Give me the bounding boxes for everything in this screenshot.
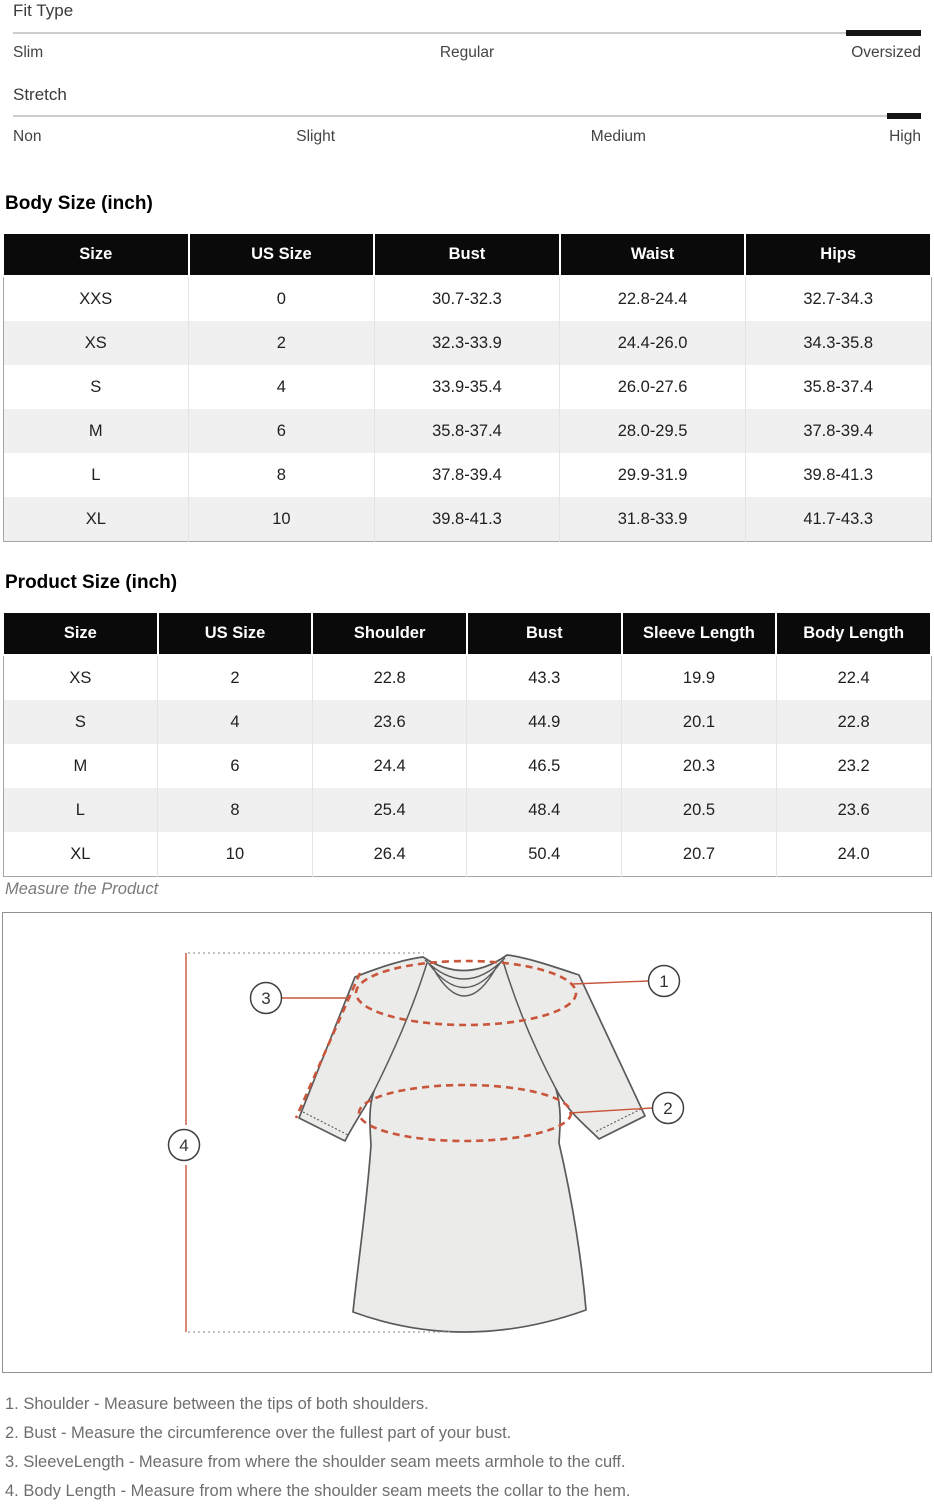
stretch-option-medium: Medium xyxy=(590,128,646,145)
product-size-title: Product Size (inch) xyxy=(5,572,178,593)
product-size-table-body xyxy=(3,655,931,877)
table-cell: 23.6 xyxy=(312,700,467,744)
table-row xyxy=(3,409,931,453)
table-cell: 6 xyxy=(158,744,313,788)
column-header: Body Length xyxy=(776,612,931,655)
callout-3-number: 3 xyxy=(261,989,271,1008)
fit-type-slider-track xyxy=(13,32,921,34)
body-size-title: Body Size (inch) xyxy=(5,193,153,214)
table-row xyxy=(3,276,931,321)
table-cell: 29.9-31.9 xyxy=(560,453,746,497)
body-size-table-head xyxy=(3,233,931,276)
fit-type-label: Fit Type xyxy=(13,1,74,20)
table-cell: 26.4 xyxy=(312,832,467,877)
column-header: Bust xyxy=(467,612,622,655)
column-header: US Size xyxy=(158,612,313,655)
table-cell: 24.4 xyxy=(312,744,467,788)
table-cell: 48.4 xyxy=(467,788,622,832)
callout-2 xyxy=(653,1093,684,1124)
table-cell: XL xyxy=(3,497,189,542)
callout-4 xyxy=(169,1130,200,1161)
callout-1-connector xyxy=(573,981,648,984)
table-cell: 8 xyxy=(158,788,313,832)
header-row xyxy=(3,233,931,276)
table-cell: S xyxy=(3,700,158,744)
fit-option-regular: Regular xyxy=(439,44,495,61)
table-cell: 24.4-26.0 xyxy=(560,321,746,365)
table-cell: 44.9 xyxy=(467,700,622,744)
table-cell: 46.5 xyxy=(467,744,622,788)
table-cell: 4 xyxy=(189,365,375,409)
table-cell: XS xyxy=(3,321,189,365)
table-cell: XL xyxy=(3,832,158,877)
table-cell: S xyxy=(3,365,189,409)
column-header: Size xyxy=(3,233,189,276)
table-cell: 8 xyxy=(189,453,375,497)
stretch-slider-track xyxy=(13,115,921,117)
measure-caption: Measure the Product xyxy=(5,880,159,898)
table-cell: 37.8-39.4 xyxy=(745,409,931,453)
table-row xyxy=(3,497,931,542)
table-cell: 22.8 xyxy=(312,655,467,700)
table-cell: XS xyxy=(3,655,158,700)
table-cell: 35.8-37.4 xyxy=(745,365,931,409)
column-header: Size xyxy=(3,612,158,655)
table-cell: 50.4 xyxy=(467,832,622,877)
column-header: Sleeve Length xyxy=(622,612,777,655)
table-cell: 22.4 xyxy=(776,655,931,700)
callout-1 xyxy=(649,966,680,997)
table-cell: 39.8-41.3 xyxy=(374,497,560,542)
column-header: Hips xyxy=(745,233,931,276)
column-header: Bust xyxy=(374,233,560,276)
stretch-options xyxy=(13,128,921,146)
callout-2-number: 2 xyxy=(663,1099,673,1118)
body-size-table xyxy=(2,232,932,542)
table-cell: 22.8 xyxy=(776,700,931,744)
column-header: US Size xyxy=(189,233,375,276)
table-row xyxy=(3,365,931,409)
fit-type-slider-value xyxy=(846,30,921,36)
table-cell: L xyxy=(3,788,158,832)
table-row xyxy=(3,453,931,497)
table-row xyxy=(3,321,931,365)
tshirt-measure-illustration xyxy=(3,913,931,1371)
table-row xyxy=(3,655,931,700)
table-cell: 20.5 xyxy=(622,788,777,832)
callout-1-number: 1 xyxy=(659,972,669,991)
note-bust: 2. Bust - Measure the circumference over the fullest part of your bust. xyxy=(5,1424,512,1442)
table-row xyxy=(3,832,931,877)
table-cell: 39.8-41.3 xyxy=(745,453,931,497)
column-header: Waist xyxy=(560,233,746,276)
table-cell: 41.7-43.3 xyxy=(745,497,931,542)
note-body-length: 4. Body Length - Measure from where the shoulder seam meets the collar to the hem. xyxy=(5,1482,631,1500)
table-row xyxy=(3,788,931,832)
note-sleeve-length: 3. SleeveLength - Measure from where the shoulder seam meets armhole to the cuff. xyxy=(5,1453,626,1471)
table-row xyxy=(3,700,931,744)
table-cell: 33.9-35.4 xyxy=(374,365,560,409)
table-cell: 20.7 xyxy=(622,832,777,877)
column-header: Shoulder xyxy=(312,612,467,655)
table-cell: 30.7-32.3 xyxy=(374,276,560,321)
table-cell: L xyxy=(3,453,189,497)
table-cell: 2 xyxy=(158,655,313,700)
stretch-option-high: High xyxy=(889,128,921,145)
header-row xyxy=(3,612,931,655)
fit-option-oversized: Oversized xyxy=(851,44,921,61)
table-cell: 20.3 xyxy=(622,744,777,788)
stretch-slider-value xyxy=(887,113,921,119)
table-cell: 6 xyxy=(189,409,375,453)
measure-diagram xyxy=(2,912,932,1373)
callout-3 xyxy=(251,983,282,1014)
table-cell: 32.3-33.9 xyxy=(374,321,560,365)
table-cell: XXS xyxy=(3,276,189,321)
table-cell: 32.7-34.3 xyxy=(745,276,931,321)
table-cell: 4 xyxy=(158,700,313,744)
table-cell: 10 xyxy=(158,832,313,877)
table-cell: 43.3 xyxy=(467,655,622,700)
stretch-option-non: Non xyxy=(13,128,42,145)
product-size-table xyxy=(2,611,932,877)
table-cell: 19.9 xyxy=(622,655,777,700)
table-cell: 28.0-29.5 xyxy=(560,409,746,453)
fit-type-options xyxy=(13,44,921,62)
measure-notes xyxy=(5,1390,925,1506)
body-size-table-body xyxy=(3,276,931,542)
table-cell: 10 xyxy=(189,497,375,542)
table-cell: M xyxy=(3,409,189,453)
note-shoulder: 1. Shoulder - Measure between the tips of both shoulders. xyxy=(5,1395,429,1413)
stretch-label: Stretch xyxy=(13,85,67,104)
table-cell: 23.2 xyxy=(776,744,931,788)
table-cell: 37.8-39.4 xyxy=(374,453,560,497)
table-cell: 35.8-37.4 xyxy=(374,409,560,453)
table-cell: 20.1 xyxy=(622,700,777,744)
stretch-option-slight: Slight xyxy=(296,128,336,145)
table-cell: 0 xyxy=(189,276,375,321)
table-cell: 22.8-24.4 xyxy=(560,276,746,321)
fit-option-slim: Slim xyxy=(13,44,44,61)
table-cell: 2 xyxy=(189,321,375,365)
table-cell: 25.4 xyxy=(312,788,467,832)
table-cell: 26.0-27.6 xyxy=(560,365,746,409)
table-cell: 23.6 xyxy=(776,788,931,832)
table-cell: M xyxy=(3,744,158,788)
table-row xyxy=(3,744,931,788)
tshirt-outline xyxy=(299,955,645,1332)
product-size-table-head xyxy=(3,612,931,655)
table-cell: 34.3-35.8 xyxy=(745,321,931,365)
callout-4-number: 4 xyxy=(179,1136,189,1155)
table-cell: 24.0 xyxy=(776,832,931,877)
table-cell: 31.8-33.9 xyxy=(560,497,746,542)
